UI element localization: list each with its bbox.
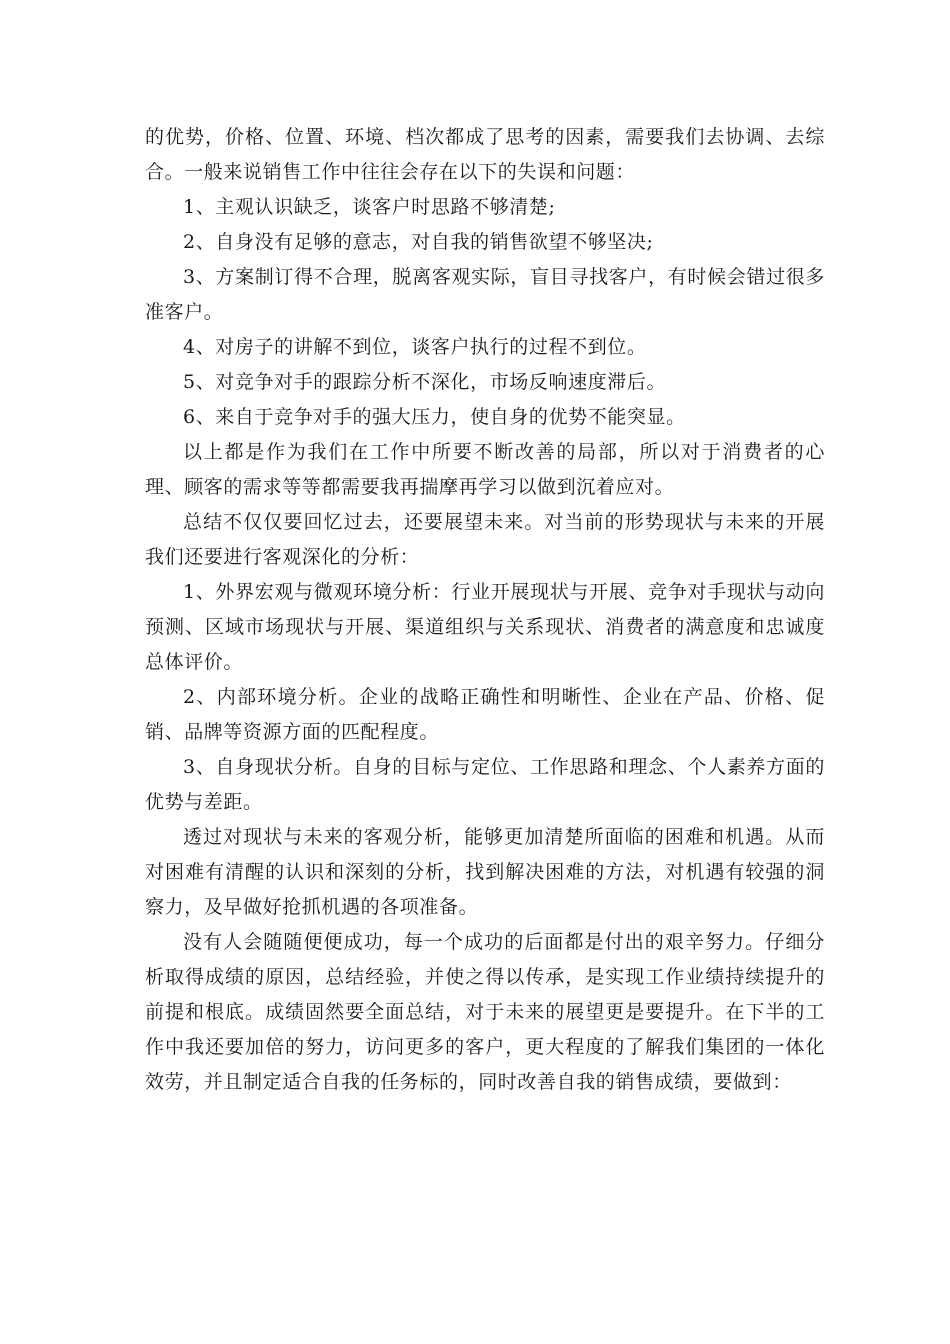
list-item-problem-2: 2、自身没有足够的意志，对自我的销售欲望不够坚决;: [183, 231, 654, 253]
list-item-analysis-2: 2、内部环境分析。企业的战略正确性和明晰性、企业在产品、价格、促销、品牌等资源方面的匹配程度。: [145, 686, 825, 743]
list-item-problem-4: 4、对房子的讲解不到位，谈客户执行的过程不到位。: [183, 336, 647, 358]
paragraph-improvement: 以上都是作为我们在工作中所要不断改善的局部，所以对于消费者的心理、顾客的需求等等都需要我再揣摩再学习以做到沉着应对。: [145, 441, 825, 498]
paragraph-opportunities: 透过对现状与未来的客观分析，能够更加清楚所面临的困难和机遇。从而对困难有清醒的认识和深刻的分析，找到解决困难的方法，对机遇有较强的洞察力，及早做好抢抓机遇的各项准备。: [145, 826, 825, 918]
list-item-problem-6: 6、来自于竞争对手的强大压力，使自身的优势不能突显。: [183, 406, 686, 428]
list-item-analysis-3: 3、自身现状分析。自身的目标与定位、工作思路和理念、个人素养方面的优势与差距。: [145, 756, 825, 813]
paragraph-intro: 的优势，价格、位置、环境、档次都成了思考的因素，需要我们去协调、去综合。一般来说销售工作中往往会存在以下的失误和问题：: [145, 126, 825, 183]
document-body: [145, 120, 825, 1100]
paragraph-conclusion: 没有人会随随便便成功，每一个成功的后面都是付出的艰辛努力。仔细分析取得成绩的原因，总结经验，并使之得以传承，是实现工作业绩持续提升的前提和根底。成绩固然要全面总结，对于未来的展望更是要提升。在下半的工作中我还要加倍的努力，访问更多的客户，更大程度的了解我们集团的一体化效劳，并且制定适合自我的任务标的，同时改善自我的销售成绩，要做到：: [145, 931, 825, 1093]
list-item-problem-3: 3、方案制订得不合理，脱离客观实际，盲目寻找客户，有时候会错过很多准客户。: [145, 266, 825, 323]
list-item-problem-1: 1、主观认识缺乏，谈客户时思路不够清楚;: [183, 196, 556, 218]
list-item-analysis-1: 1、外界宏观与微观环境分析：行业开展现状与开展、竞争对手现状与动向预测、区域市场现状与开展、渠道组织与关系现状、消费者的满意度和忠诚度总体评价。: [145, 581, 825, 673]
list-item-problem-5: 5、对竞争对手的跟踪分析不深化，市场反响速度滞后。: [183, 371, 667, 393]
paragraph-outlook: 总结不仅仅要回忆过去，还要展望未来。对当前的形势现状与未来的开展我们还要进行客观深化的分析：: [145, 511, 825, 568]
